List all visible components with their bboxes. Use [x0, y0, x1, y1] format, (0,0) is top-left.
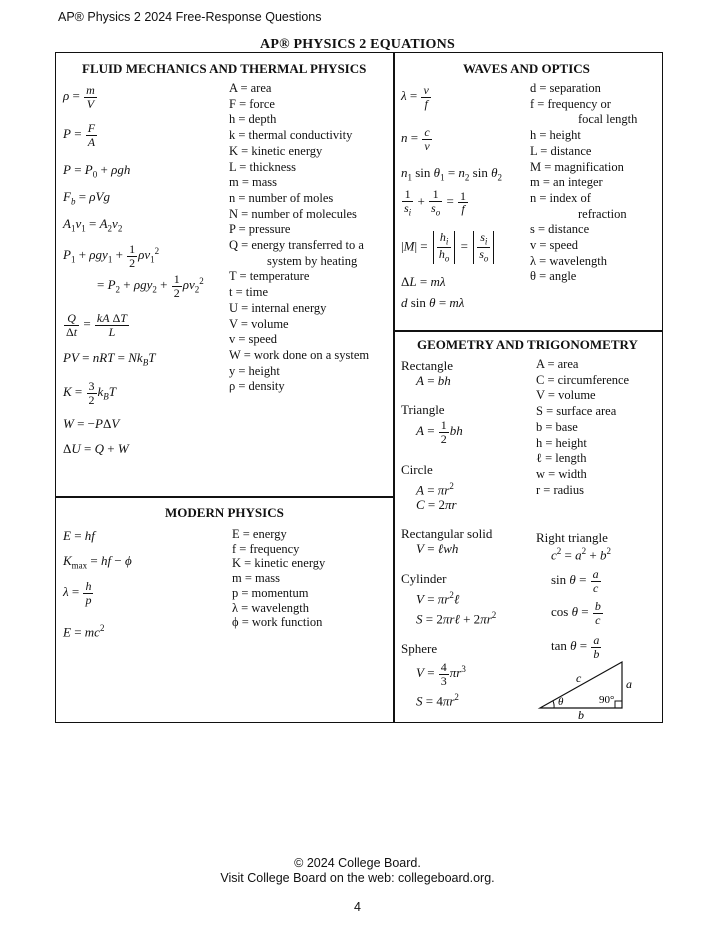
- def-item: E = energy: [232, 527, 287, 541]
- def-item: A = area: [536, 357, 579, 371]
- fluid-section-title: FLUID MECHANICS AND THERMAL PHYSICS: [82, 61, 367, 76]
- def-item: ϕ = work function: [232, 615, 323, 630]
- def-item: s = distance: [530, 222, 590, 237]
- eq-sphere-surface: $S = 4\pi r^2$: [416, 692, 459, 709]
- eq-first-law: ΔU = Q + W: [63, 441, 129, 456]
- def-item: t = time: [229, 285, 268, 300]
- eq-density: ρ = $\frac{m}{V}$: [63, 83, 95, 111]
- theta-label: θ: [558, 696, 564, 708]
- page-number: 4: [354, 900, 361, 914]
- def-item: N = number of molecules: [229, 206, 357, 221]
- label-circle: Circle: [401, 462, 433, 477]
- def-item: A = area: [229, 81, 272, 95]
- def-item: k = thermal conductivity: [229, 128, 353, 143]
- eq-path-difference: ΔL = mλ: [401, 274, 446, 289]
- eq-bernoulli-1: $P_1 + \rho gy_1$ + $\frac{1}{2}$ $\rho v_1^2$: [63, 242, 160, 270]
- def-item: L = thickness: [229, 159, 296, 174]
- def-item: h = depth: [229, 112, 277, 127]
- eq-hydrostatic: $P = P_0 + \rho gh$: [63, 162, 131, 180]
- eq-pressure: P = $\frac{F}{A}$: [63, 121, 96, 149]
- eq-conduction: $\frac{Q}{\Delta t}$ = $\frac{\text{kA ΔT}}{L}$: [66, 311, 127, 339]
- def-item: p = momentum: [232, 585, 309, 600]
- eq-sine: sin θ = $\frac{a}{c}$: [551, 567, 599, 595]
- geometry-section-title: GEOMETRY AND TRIGONOMETRY: [417, 337, 638, 352]
- def-item: m = an integer: [530, 175, 603, 190]
- hyp-label: c: [576, 671, 582, 685]
- def-item: M = magnification: [530, 159, 624, 174]
- eq-cosine: cos θ = $\frac{b}{c}$: [551, 599, 601, 627]
- def-item: f = frequency: [232, 541, 300, 556]
- angle-arc: [553, 701, 554, 708]
- eq-magnification: |M| = $\frac{h_i}{h_o}$ = $\frac{s_i}{s_o}$: [401, 231, 496, 264]
- footer-visit: Visit College Board on the web: collegeboard.org.: [220, 871, 495, 885]
- eq-photon-energy: E = hf: [63, 528, 95, 543]
- def-item: focal length: [578, 112, 638, 127]
- eq-photoelectric: $K_{max}$ = hf − ϕ: [63, 553, 132, 571]
- eq-rect-volume: V = ℓwh: [416, 541, 459, 556]
- eq-mass-energy: $E = mc^2$: [63, 623, 105, 640]
- def-item: λ = wavelength: [530, 253, 607, 268]
- eq-tangent: tan θ = $\frac{a}{b}$: [551, 633, 600, 661]
- def-item: U = internal energy: [229, 300, 327, 315]
- def-item: K = kinetic energy: [232, 556, 326, 571]
- def-item: v = speed: [530, 238, 579, 253]
- def-item: θ = angle: [530, 269, 577, 284]
- divider-left: [55, 496, 394, 498]
- label-triangle: Triangle: [401, 402, 445, 417]
- eq-cyl-volume: $V = \pi r^2\ell$: [416, 590, 460, 607]
- def-item: ℓ = length: [536, 451, 587, 466]
- page-header: AP® Physics 2 2024 Free-Response Questions: [58, 10, 322, 24]
- modern-definitions: [232, 527, 325, 630]
- fluid-definitions: [229, 81, 369, 395]
- def-item: K = kinetic energy: [229, 143, 323, 158]
- def-item: r = radius: [536, 482, 585, 497]
- def-item: V = volume: [229, 316, 289, 331]
- divider-vertical: [393, 52, 395, 723]
- def-item: system by heating: [267, 253, 358, 268]
- def-item: W = work done on a system: [229, 347, 370, 362]
- def-item: ρ = density: [229, 379, 285, 394]
- eq-work: W = −PΔV: [63, 416, 120, 431]
- eq-index: n = $\frac{c}{v}$: [401, 125, 430, 153]
- def-item: refraction: [578, 206, 627, 221]
- eq-continuity: $A_1v_1 = A_2v_2$: [63, 216, 123, 234]
- right-angle-label: 90°: [599, 694, 615, 706]
- def-item: f = frequency or: [530, 96, 611, 111]
- eq-sphere-volume: V = $\frac{4}{3}$ $\pi r^3$: [416, 660, 466, 688]
- def-item: n = number of moles: [229, 190, 334, 205]
- def-item: m = mass: [232, 571, 281, 586]
- eq-lens: $\frac{1}{s_i}$ + $\frac{1}{s_o}$ = $\frac{1}{f}$: [404, 187, 467, 217]
- waves-definitions: [530, 81, 637, 285]
- def-item: T = temperature: [229, 269, 310, 284]
- page-title: AP® PHYSICS 2 EQUATIONS: [260, 37, 455, 52]
- eq-ideal-gas: PV = nRT = $Nk_BT$: [63, 350, 156, 368]
- eq-de-broglie: λ = $\frac{h}{p}$: [63, 579, 92, 607]
- eq-cyl-surface: S = 2πrℓ + $2\pi r^2$: [416, 610, 497, 627]
- modern-section-title: MODERN PHYSICS: [165, 505, 284, 520]
- label-right-triangle: Right triangle: [536, 530, 608, 545]
- eq-pythagorean: $c^2 = a^2 + b^2$: [551, 546, 611, 563]
- def-item: m = mass: [229, 175, 278, 190]
- def-item: P = pressure: [229, 222, 291, 237]
- eq-bernoulli-2: = $P_2 + \rho gy_2$ + $\frac{1}{2}$ $\rho v_2^2$: [97, 272, 204, 300]
- eq-tri-area: A = $\frac{1}{2}$ bh: [416, 418, 463, 446]
- eq-circumference: C = 2πr: [416, 497, 457, 512]
- def-item: C = circumference: [536, 372, 630, 387]
- label-rectangle: Rectangle: [401, 358, 453, 373]
- eq-kinetic-energy: K = $\frac{3}{2}$ $k_BT$: [63, 379, 117, 407]
- def-item: n = index of: [530, 190, 591, 205]
- def-item: y = height: [229, 363, 280, 378]
- def-item: Q = energy transferred to a: [229, 238, 364, 253]
- def-item: w = width: [536, 466, 587, 481]
- right-triangle-diagram: [536, 656, 656, 720]
- def-item: h = height: [536, 435, 587, 450]
- def-item: b = base: [536, 419, 578, 434]
- def-item: L = distance: [530, 143, 592, 158]
- def-item: v = speed: [229, 332, 278, 347]
- eq-wave-speed: λ = $\frac{v}{f}$: [401, 83, 429, 111]
- adj-label: b: [578, 708, 584, 720]
- eq-buoyancy: $F_b = \rho Vg$: [63, 189, 110, 207]
- def-item: d = separation: [530, 81, 601, 95]
- footer-copyright: © 2024 College Board.: [294, 856, 421, 870]
- eq-circle-area: $A = \pi r^2$: [416, 481, 454, 498]
- eq-snell: $n_1$ $\sin \theta_1 = n_2$ $\sin \theta_2$: [401, 165, 502, 183]
- def-item: V = volume: [536, 388, 596, 403]
- def-item: h = height: [530, 128, 581, 143]
- eq-double-slit: d sin θ = mλ: [401, 295, 465, 310]
- geometry-definitions: [536, 357, 629, 498]
- label-sphere: Sphere: [401, 641, 438, 656]
- def-item: S = surface area: [536, 404, 617, 419]
- def-item: λ = wavelength: [232, 600, 309, 615]
- divider-right: [393, 330, 663, 332]
- def-item: F = force: [229, 96, 275, 111]
- label-rect-solid: Rectangular solid: [401, 526, 493, 541]
- right-angle-mark: [615, 701, 622, 708]
- waves-section-title: WAVES AND OPTICS: [463, 61, 590, 76]
- label-cylinder: Cylinder: [401, 571, 447, 586]
- eq-rect-area: A = bh: [416, 373, 451, 388]
- opp-label: a: [626, 677, 632, 691]
